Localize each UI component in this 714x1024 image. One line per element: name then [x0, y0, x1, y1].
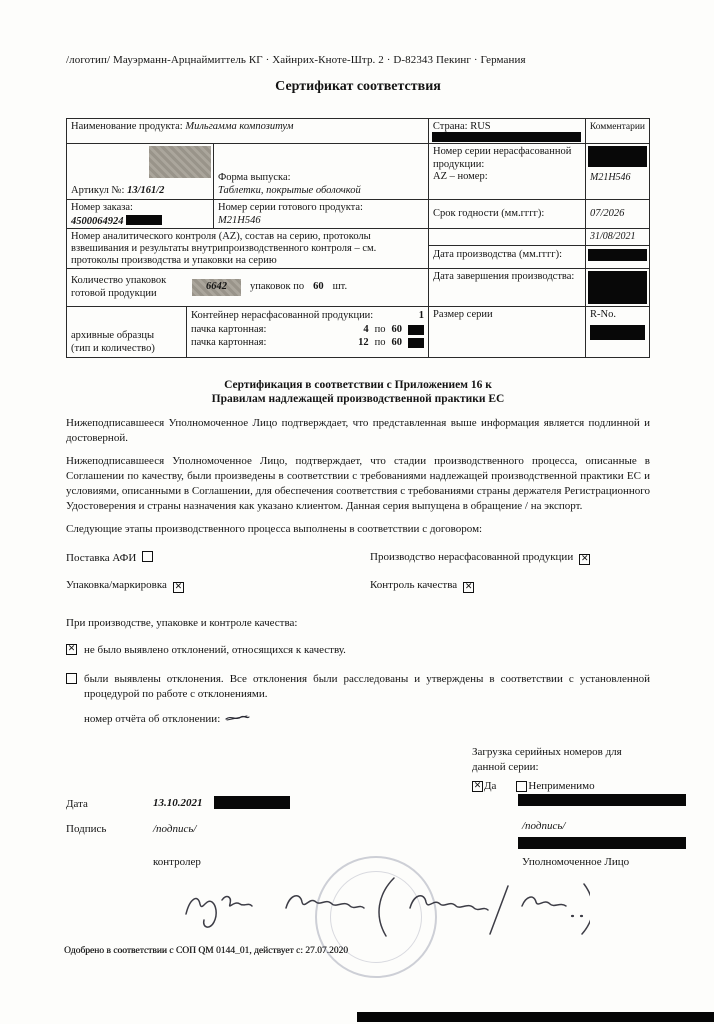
bottom-redaction-bar: [357, 1012, 714, 1022]
document-title: Сертификат соответствия: [275, 79, 441, 94]
pack-redaction-1: [408, 325, 424, 335]
process-steps: [66, 551, 650, 593]
archive-samples-label-2: (тип и количество): [71, 342, 155, 354]
quantity-label: Количество упаковок готовой продукции: [71, 275, 167, 299]
completion-date-label-cell: [429, 269, 586, 306]
checkbox-no-deviations: ✕: [67, 644, 76, 654]
pack-po-2: по: [374, 337, 386, 348]
analytical-note: Номер аналитического контроля (AZ), состав на серию, протоколы взвешивания и результаты внутрипроизводственного контроля – см. протоколы производства и упаковки на серию: [71, 231, 377, 267]
completion-date-redaction: [588, 271, 647, 304]
right-redaction-1: [518, 794, 686, 806]
qp-role: Уполномоченное Лицо: [522, 856, 630, 868]
order-value: 4500064924: [71, 215, 124, 227]
table-row-product: [67, 119, 649, 144]
product-label: Наименование продукта:: [71, 121, 183, 132]
checkbox-serial-yes: ✕: [473, 781, 482, 791]
analytical-note-cell: [67, 229, 429, 268]
batch-size-cell: [429, 307, 586, 357]
serial-upload-label: Загрузка серийных номеров для данной серии:: [472, 746, 622, 773]
article-cell: [67, 144, 214, 199]
country-label: Страна:: [432, 121, 468, 132]
shelf-life-value-cell: [586, 200, 649, 228]
finished-batch-label: Номер серии готового продукта:: [218, 202, 363, 213]
step-bulk-production: [370, 551, 590, 565]
country-value: RUS: [470, 121, 491, 132]
step-afi-supply: [66, 551, 370, 565]
certificate-table: [66, 118, 650, 358]
production-date-redaction: [588, 249, 647, 261]
rno-label: R-No.: [590, 309, 616, 320]
company-address-line: /логотип/ Мауэрманн-Арцнаймиттель КГ · Хайнрих-Кноте-Штр. 2 · D-82343 Пекинг · Германия: [66, 54, 526, 66]
pack-label-2: пачка картонная:: [191, 337, 267, 348]
step-quality-control-label: Контроль качества: [370, 579, 458, 591]
qp-signature: /подпись/: [522, 820, 566, 832]
bulk-batch-redaction: [588, 146, 647, 167]
no-deviations-label: не было выявлено отклонений, относящихся к качеству.: [84, 644, 346, 656]
quantity-unit-label: шт.: [332, 281, 348, 293]
checkbox-afi-supply: [142, 551, 153, 562]
deviation-report-label: номер отчёта об отклонении:: [84, 713, 221, 725]
production-date-spacer: [429, 229, 586, 245]
production-date-label-row: [429, 246, 649, 268]
product-value: Мильгамма композитум: [185, 121, 294, 132]
bulk-batch-value: M21H546: [590, 172, 631, 183]
table-row-article-form: [67, 144, 649, 200]
date-value: 13.10.2021: [153, 797, 203, 809]
finished-batch-value: M21H546: [218, 214, 261, 226]
para-authenticity: Нижеподписавшееся Уполномоченное Лицо подтверждает, что представленная выше информация является подлинной и достоверной.: [66, 417, 650, 444]
controller-signature: /подпись/: [153, 823, 197, 835]
controller-role: контролер: [153, 856, 201, 868]
quantity-value: 6642: [192, 279, 241, 296]
quantity-cell: [67, 269, 429, 306]
checkbox-bulk-production: ✕: [580, 554, 589, 564]
comments-header: Комментарии: [589, 122, 645, 132]
form-cell: [214, 144, 429, 199]
serial-na-label: Неприменимо: [528, 780, 595, 792]
production-date-value-row: [429, 229, 649, 246]
quantity-mid-label: упаковок по: [250, 281, 305, 293]
rno-cell: [586, 307, 649, 357]
pack-row-2: [191, 337, 424, 350]
steps-row-1: [66, 551, 650, 565]
az-number-label: AZ – номер:: [433, 171, 488, 182]
pack-label-1: пачка картонная:: [191, 323, 267, 335]
bulk-batch-value-cell: [586, 144, 649, 199]
container-label: Контейнер нерасфасованной продукции:: [191, 310, 374, 321]
step-bulk-production-label: Производство нерасфасованной продукции: [370, 551, 574, 563]
step-quality-control: [370, 579, 474, 593]
pack-per-2: 60: [391, 337, 402, 348]
production-date-redaction-wrap: [586, 246, 649, 268]
country-redaction: [432, 132, 581, 142]
approval-line: Одобрено в соответствии с СОП QM 0144_01, действует с: 27.07.2020: [64, 946, 348, 956]
form-label: Форма выпуска:: [218, 172, 291, 183]
quality-intro: При производстве, упаковке и контроле качества:: [66, 617, 298, 629]
production-date-value: 31/08/2021: [590, 231, 636, 242]
article-label: Артикул №:: [71, 184, 125, 196]
comments-cell: [586, 119, 649, 143]
steps-row-2: [66, 579, 650, 593]
order-cell: [67, 200, 214, 228]
certification-heading-line2: Правилам надлежащей производственной практики ЕС: [211, 393, 505, 405]
form-value: Таблетки, покрытые оболочкой: [218, 184, 361, 196]
date-label: Дата: [66, 798, 88, 810]
para-steps-intro: Следующие этапы производственного процесса выполнены в соответствии с договором:: [66, 523, 483, 535]
serial-upload-block: [472, 745, 650, 794]
date-redaction: [214, 796, 290, 809]
country-cell: [429, 119, 586, 143]
step-packaging-label: Упаковка/маркировка: [66, 579, 167, 591]
finished-batch-cell: [214, 200, 429, 228]
container-row: [191, 310, 424, 323]
table-row-archive: [67, 307, 649, 357]
pack-qty-2: 12: [358, 337, 369, 348]
step-afi-supply-label: Поставка АФИ: [66, 552, 137, 564]
pack-qty-1: 4: [363, 323, 369, 335]
checkbox-packaging: ✕: [174, 582, 183, 592]
checkbox-deviations: [66, 673, 77, 684]
order-redaction: [126, 215, 162, 225]
certification-heading: [66, 378, 650, 406]
article-redaction-smudge: [149, 146, 211, 178]
archive-samples-cell: [67, 307, 187, 357]
article-value: 13/161/2: [127, 184, 165, 196]
quantity-per-value: 60: [313, 281, 324, 293]
production-date-cell: [429, 229, 649, 268]
no-deviations-item: [66, 643, 650, 658]
pack-po-1: по: [374, 323, 386, 335]
bulk-batch-label-cell: [429, 144, 586, 199]
pack-row-1: [191, 324, 424, 337]
pack-breakdown-cell: [187, 307, 429, 357]
table-row-quantity: [67, 269, 649, 307]
handwritten-inscription: [178, 866, 590, 938]
deviation-report-line: [66, 713, 650, 725]
order-label: Номер заказа:: [71, 202, 133, 213]
table-row-analytical: [67, 229, 649, 269]
table-row-order: [67, 200, 649, 229]
handwritten-dash: [223, 713, 251, 723]
container-value: 1: [418, 310, 424, 321]
shelf-life-label: Срок годности (мм.гггг):: [433, 207, 545, 219]
rno-redaction: [590, 325, 645, 340]
completion-date-label: Дата завершения производства:: [433, 271, 575, 282]
checkbox-quality-control: ✕: [464, 582, 473, 592]
para-process-compliance: Нижеподписавшееся Уполномоченное Лицо, подтверждает, что стадии производственного процесса, описанные в Соглашении по качеству, были произведены в соответствии с требованиями надлежащей производственной практики ЕС и условиями, описанными в Соглашении, для обеспечения соответствия с требованиями страны держателя Регистрационного Удостоверения и страны назначения как указано клиентом. Данная серия выпущена в обращение / на экспорт.: [66, 455, 650, 512]
production-date-label: Дата производства (мм.гггг):: [429, 246, 586, 268]
batch-size-label: Размер серии: [433, 309, 493, 320]
shelf-life-value: 07/2026: [590, 207, 625, 219]
shelf-life-label-cell: [429, 200, 586, 228]
pack-per-1: 60: [391, 323, 402, 335]
step-packaging: [66, 579, 370, 593]
completion-date-value-cell: [586, 269, 649, 306]
right-redaction-2: [518, 837, 686, 849]
deviations-label: были выявлены отклонения. Все отклонения были расследованы и утверждены в соответствии с установленной процедурой по работе с отклонениями.: [84, 673, 650, 700]
pack-redaction-2: [408, 338, 424, 348]
product-cell: [67, 119, 429, 143]
archive-samples-label: архивные образцы: [71, 330, 155, 341]
signature-label: Подпись: [66, 823, 107, 835]
certification-heading-line1: Сертификация в соответствии с Приложением 16 к: [224, 379, 492, 391]
serial-yes-label: Да: [484, 780, 497, 792]
deviations-item: [66, 672, 650, 702]
bulk-batch-label: Номер серии нерасфасованной продукции:: [433, 146, 572, 170]
